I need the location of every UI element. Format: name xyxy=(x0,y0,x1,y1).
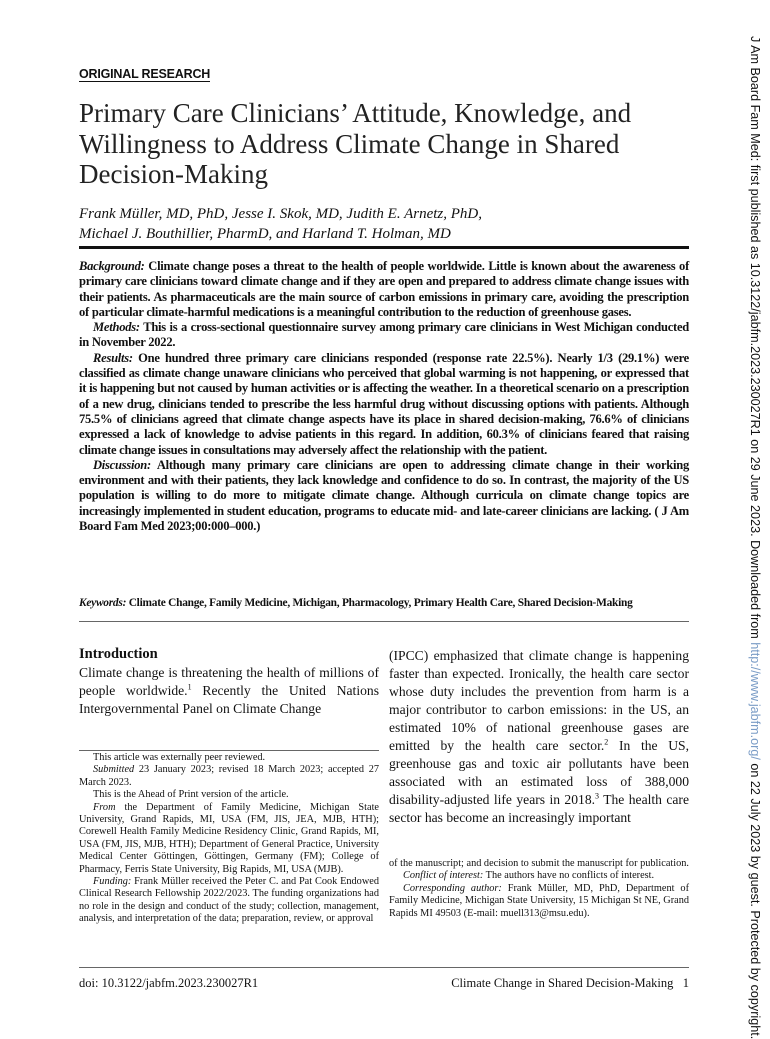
page-number: 1 xyxy=(682,976,689,990)
abstract-results: Results: One hundred three primary care clinicians responded (response rate 22.5%). Nearly 1/3 (29.1%) were classified as climate change unaware clinicians who perceived that global warming is not happening, or expressed that it is happening but not caused by human activities or is affecting the weather. In a theoretical scenario on a prescription of a new drug, clinicians tended to prescribe the less harmful drug without discussing options with patients. Although 75.5% of clinicians agreed that climate change aspects have its place in shared decision-making, 76.6% of clinicians expressed a lack of knowledge to advise patients in this regard. In addition, 60.3% of clinicians feared that raising climate change issues in consultations may adversely affect the relationship with the patient. xyxy=(79,350,689,457)
authors-line-2: Michael J. Bouthillier, PharmD, and Harland T. Holman, MD xyxy=(79,226,451,242)
sidebar-text: J Am Board Fam Med: first published as 10.3122/jabfm.2023.230027R1 on 29 June 2023. Downloaded from xyxy=(748,36,762,643)
abstract-rule xyxy=(79,621,689,622)
running-title: Climate Change in Shared Decision-Making xyxy=(451,976,674,990)
body-column-1 xyxy=(79,645,379,718)
footer-rule xyxy=(79,967,689,968)
note-review: This article was externally peer reviewed. xyxy=(93,752,266,763)
intro-paragraph-cont: (IPCC) emphasized that climate change is happening faster than expected. Ironically, the health care sector whose duty includes the prevention from harm is a major contributor to carbon emissions: in the US, an estimated 10% of national greenhouse gases are emitted by the health care sector.$^2$ In the US, greenhouse gas and toxic air pollutants have been associated with an estimated loss of 388,000 disability-adjusted life years in 2018.$^3$ The health care sector has become an increasingly important xyxy=(389,648,689,825)
abstract-discussion: Discussion: Although many primary care clinicians are open to addressing climate change in their working environment and with their patients, they lack knowledge and confidence to do so. In contrast, the majority of the US population is willing to do more to mitigate climate change. Although curricula on climate change topics are increasingly implemented in student education, programs to educate mid- and late-career clinicians are lacking. ( J Am Board Fam Med 2023;00:000–000.) xyxy=(79,457,689,534)
footer-right xyxy=(451,976,689,991)
section-label: ORIGINAL RESEARCH xyxy=(79,67,211,81)
keywords: Keywords: Climate Change, Family Medicine, Michigan, Pharmacology, Primary Health Care, Shared Decision-Making xyxy=(79,597,633,609)
sidebar-text-end: on 22 July 2023 by guest. Protected by copyright. xyxy=(748,759,762,1039)
note-funding-cont: of the manuscript; and decision to submit the manuscript for publication. xyxy=(389,858,689,869)
abstract xyxy=(79,259,689,534)
intro-heading: Introduction xyxy=(79,646,158,662)
footnotes-left xyxy=(79,752,379,926)
note-corresponding: Corresponding author: Frank Müller, MD, PhD, Department of Family Medicine, Michigan State University, 15 Michigan St NE, Grand Rapids MI 49503 (E-mail: muell313@msu.edu). xyxy=(389,882,689,919)
body-column-2 xyxy=(389,647,689,827)
note-submitted: Submitted 23 January 2023; revised 18 March 2023; accepted 27 March 2023. xyxy=(79,764,379,788)
ref-2[interactable]: 2 xyxy=(604,737,609,747)
abstract-background: Background: Climate change poses a threat to the health of people worldwide. Little is known about the awareness of primary care clinicians toward climate change and if they are open and prepared to address climate change issues with their patients. As pharmaceuticals are the main source of carbon emissions in primary care, avoiding the prescription of particular climate-harmful medications is a meaningful contribution to the reduction of greenhouse gases. xyxy=(79,259,689,319)
header-rule xyxy=(79,246,689,249)
intro-paragraph: Climate change is threatening the health of millions of people worldwide.$^1$ Recently the United Nations Intergovernmental Panel on Climate Change xyxy=(79,665,379,716)
author-list xyxy=(79,204,689,244)
sidebar-link[interactable]: http://www.jabfm.org/ xyxy=(748,642,762,760)
abstract-methods: Methods: This is a cross-sectional questionnaire survey among primary care clinicians in West Michigan conducted in November 2022. xyxy=(79,320,689,350)
footnote-rule xyxy=(79,750,379,751)
note-conflict: Conflict of interest: The authors have no conflicts of interest. xyxy=(403,870,655,882)
note-funding: Funding: Frank Müller received the Peter C. and Pat Cook Endowed Clinical Research Fellowship 2022/2023. The funding organizations had no role in the design and conduct of the study; collection, management, analysis, and interpretation of the data; preparation, review, or approval xyxy=(79,876,379,925)
footnotes-right xyxy=(389,858,689,920)
note-ahead: This is the Ahead of Print version of the article. xyxy=(93,789,289,801)
sidebar-watermark xyxy=(740,36,764,1039)
ref-1[interactable]: 1 xyxy=(187,682,192,692)
footer-doi: doi: 10.3122/jabfm.2023.230027R1 xyxy=(79,976,259,990)
page-title: Primary Care Clinicians’ Attitude, Knowledge, and Willingness to Address Climate Change in Shared Decision-Making xyxy=(79,98,632,189)
ref-3[interactable]: 3 xyxy=(595,791,600,801)
note-affiliations: From the Department of Family Medicine, Michigan State University, Grand Rapids, MI, USA (FM, JIS, JEA, MJB, HTH); Corewell Health Family Medicine Residency Clinic, Grand Rapids, MI, USA (FM, JIS, MJB, HTH); Department of General Practice, University Medical Center Göttingen, Göttingen, Germany (FM); College of Pharmacy, Ferris State University, Big Rapids, MI, USA (MJB). xyxy=(79,801,379,875)
authors-line-1: Frank Müller, MD, PhD, Jesse I. Skok, MD, Judith E. Arnetz, PhD, xyxy=(79,206,482,222)
